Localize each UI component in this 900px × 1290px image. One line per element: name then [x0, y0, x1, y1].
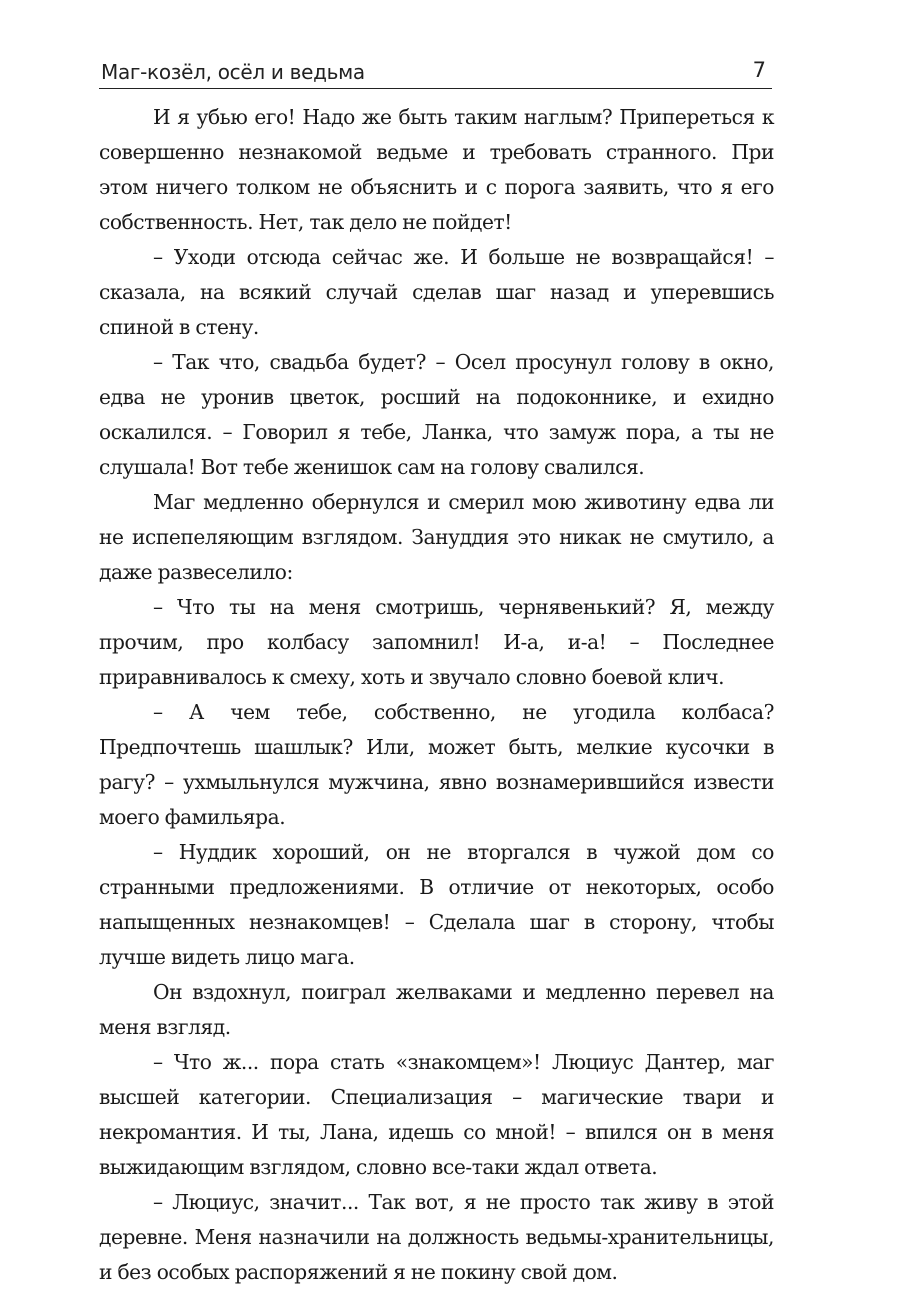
paragraph: – Что ж... пора стать «знакомцем»! Люциус Дантер, маг высшей категории. Специализация – магические твари и некромантия. И ты, Лана, идешь со мной! – впился он в меня выжидающим взглядом, словно все-таки ждал ответа.: [99, 1050, 774, 1179]
paragraph: Он вздохнул, поиграл желваками и медленно перевел на меня взгляд.: [99, 980, 774, 1039]
body-text: [99, 100, 774, 1290]
paragraph: – Уходи отсюда сейчас же. И больше не возвращайся! – сказала, на всякий случай сделав шаг назад и уперевшись спиной в стену.: [99, 245, 774, 339]
running-title: Маг-козёл, осёл и ведьма: [101, 60, 365, 84]
paragraph: – Нуддик хороший, он не вторгался в чужой дом со странными предложениями. В отличие от некоторых, особо напыщенных незнакомцев! – Сделала шаг в сторону, чтобы лучше видеть лицо мага.: [99, 840, 774, 969]
paragraph: Маг медленно обернулся и смерил мою животину едва ли не испепеляющим взглядом. Зануддия это никак не смутило, а даже развеселило:: [99, 490, 774, 584]
page-header: [99, 58, 772, 89]
paragraph: – А чем тебе, собственно, не угодила колбаса? Предпочтешь шашлык? Или, может быть, мелкие кусочки в рагу? – ухмыльнулся мужчина, явно вознамерившийся извести моего фамильяра.: [99, 700, 774, 829]
paragraph: И я убью его! Надо же быть таким наглым? Припереться к совершенно незнакомой ведьме и требовать странного. При этом ничего толком не объяснить и с порога заявить, что я его собственность. Нет, так дело не пойдет!: [99, 105, 774, 234]
paragraph: – Так что, свадьба будет? – Осел просунул голову в окно, едва не уронив цветок, росший на подоконнике, и ехидно оскалился. – Говорил я тебе, Ланка, что замуж пора, а ты не слушала! Вот тебе женишок сам на голову свалился.: [99, 350, 774, 479]
paragraph: – Что ты на меня смотришь, чернявенький? Я, между прочим, про колбасу запомнил! И-а, и-а! – Последнее приравнивалось к смеху, хоть и звучало словно боевой клич.: [99, 595, 774, 689]
paragraph: – Люциус, значит... Так вот, я не просто так живу в этой деревне. Меня назначили на должность ведьмы-хранительницы, и без особых распоряжений я не покину свой дом.: [99, 1190, 774, 1284]
page-number: 7: [752, 58, 766, 82]
